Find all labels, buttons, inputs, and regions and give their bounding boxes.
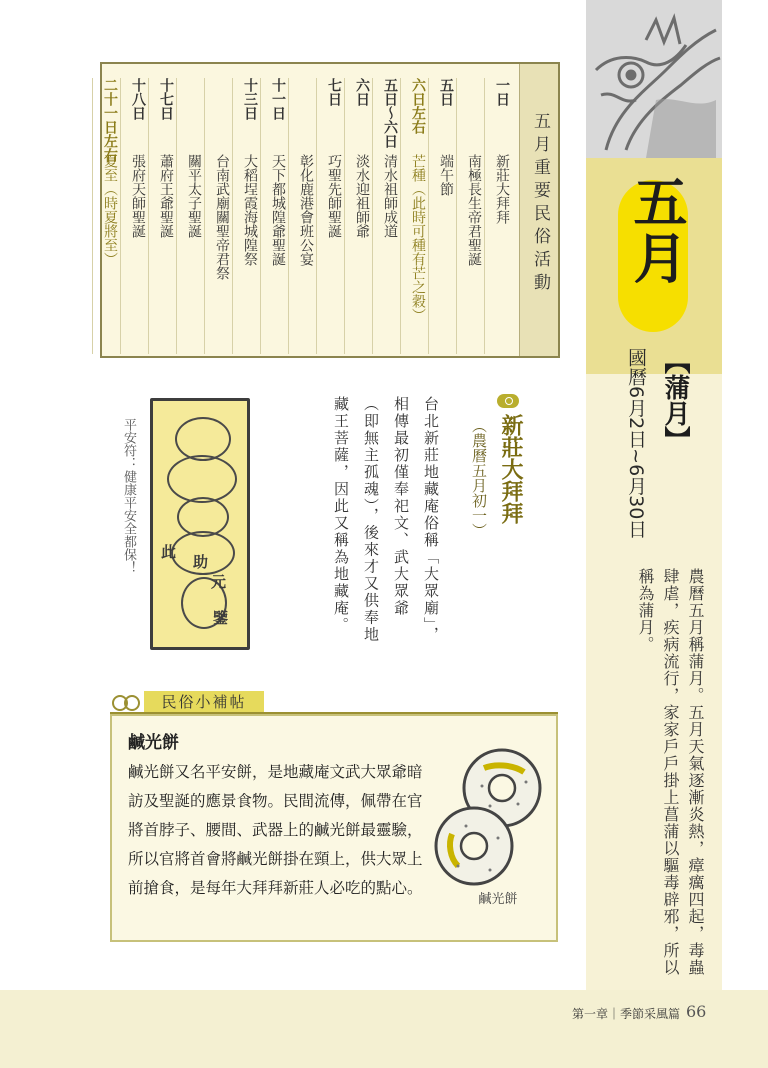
schedule-row bbox=[120, 78, 148, 354]
schedule-event: 台南武廟關聖帝君祭 bbox=[214, 154, 230, 280]
schedule-event: 南極長生帝君聖誕 bbox=[466, 154, 482, 266]
schedule-event: 夏至（時夏將至） bbox=[102, 154, 118, 266]
schedule-date: 七日 bbox=[326, 78, 342, 106]
tip-box bbox=[110, 714, 558, 942]
schedule-row bbox=[288, 78, 316, 354]
schedule-date: 十三日 bbox=[242, 78, 258, 120]
schedule-row bbox=[372, 78, 400, 354]
schedule-row bbox=[92, 78, 120, 354]
schedule-date: 十七日 bbox=[158, 78, 174, 120]
schedule-event: 巧聖先師聖誕 bbox=[326, 154, 342, 238]
schedule-date: 五日 bbox=[438, 78, 454, 106]
article-body: 台北新莊地藏庵俗稱「大眾廟」，相傳最初僅奉祀文、武大眾爺（即無主孤魂），後來才又供奉地藏王菩薩，因此又稱為地藏庵。 bbox=[332, 396, 440, 644]
month-title: 五月 bbox=[625, 174, 688, 286]
chapter-label: 第一章｜季節采風篇 bbox=[571, 1007, 680, 1021]
schedule-row bbox=[484, 78, 512, 354]
schedule-date: 二十一日左右 bbox=[102, 78, 118, 162]
schedule-row bbox=[456, 78, 484, 354]
month-alias: 【蒲月】 bbox=[660, 348, 690, 452]
article-bullet-icon bbox=[497, 394, 519, 408]
tip-header bbox=[112, 691, 296, 713]
schedule-event: 端午節 bbox=[438, 154, 454, 196]
amulet-illustration: 此 助 元 鑒 bbox=[150, 398, 250, 650]
schedule-row bbox=[428, 78, 456, 354]
schedule-event: 天下都城隍爺聖誕 bbox=[270, 154, 286, 266]
schedule-table bbox=[100, 62, 560, 358]
tip-body: 鹹光餅又名平安餅，是地藏庵文武大眾爺暗訪及聖誕的應景食物。民間流傳，佩帶在官將首脖子、腰間、武器上的鹹光餅最靈驗，所以官將首會將鹹光餅掛在頸上，供大眾上前搶食，是每年大拜拜新莊人必吃的點心。 bbox=[128, 763, 423, 897]
schedule-row bbox=[260, 78, 288, 354]
schedule-row bbox=[148, 78, 176, 354]
amulet-caption: 平安符：健康平安全都保！ bbox=[121, 418, 136, 574]
schedule-row bbox=[176, 78, 204, 354]
cake-caption: 鹹光餅 bbox=[478, 892, 518, 907]
article-subtitle: （農曆五月初一） bbox=[470, 418, 488, 538]
schedule-event: 蕭府王爺聖誕 bbox=[158, 154, 174, 238]
page-footer bbox=[0, 990, 768, 1068]
schedule-date: 六日左右 bbox=[410, 78, 426, 134]
schedule-title: 五月重要民俗活動 bbox=[530, 112, 550, 296]
tip-heading: 鹹光餅 bbox=[128, 733, 179, 753]
salty-cake-illustration bbox=[432, 746, 550, 896]
schedule-date: 十一日 bbox=[270, 78, 286, 120]
schedule-row bbox=[316, 78, 344, 354]
tip-label: 民俗小補帖 bbox=[144, 691, 264, 713]
knot-icon bbox=[112, 693, 140, 711]
schedule-date: 五日～六日 bbox=[382, 78, 398, 148]
schedule-event: 張府天師聖誕 bbox=[130, 154, 146, 238]
schedule-row bbox=[344, 78, 372, 354]
schedule-date: 六日 bbox=[354, 78, 370, 106]
page-number: 66 bbox=[686, 1002, 707, 1021]
schedule-row bbox=[232, 78, 260, 354]
schedule-event: 淡水迎祖師爺 bbox=[354, 154, 370, 238]
schedule-date: 十八日 bbox=[130, 78, 146, 120]
schedule-event: 大稻埕霞海城隍祭 bbox=[242, 154, 258, 266]
schedule-header bbox=[519, 64, 558, 356]
schedule-event: 芒種（此時可種有芒之穀） bbox=[410, 154, 426, 322]
dragon-icon bbox=[586, 0, 722, 158]
schedule-event: 新莊大拜拜 bbox=[494, 154, 510, 224]
month-dates: 國曆6月2日~6月30日 bbox=[625, 348, 647, 539]
schedule-row bbox=[400, 78, 428, 354]
article-title: 新莊大拜拜 bbox=[498, 414, 523, 524]
schedule-event: 清水祖師成道 bbox=[382, 154, 398, 238]
schedule-event: 關平太子聖誕 bbox=[186, 154, 202, 238]
schedule-date: 一日 bbox=[494, 78, 510, 106]
schedule-event: 彰化鹿港會班公宴 bbox=[298, 154, 314, 266]
month-description: 農曆五月稱蒲月。五月天氣逐漸炎熱，瘴癘四起，毒蟲肆虐，疾病流行，家家戶戶掛上菖蒲以驅毒辟邪，所以稱為蒲月。 bbox=[636, 568, 705, 976]
dragon-decoration bbox=[586, 0, 722, 158]
schedule-row bbox=[204, 78, 232, 354]
